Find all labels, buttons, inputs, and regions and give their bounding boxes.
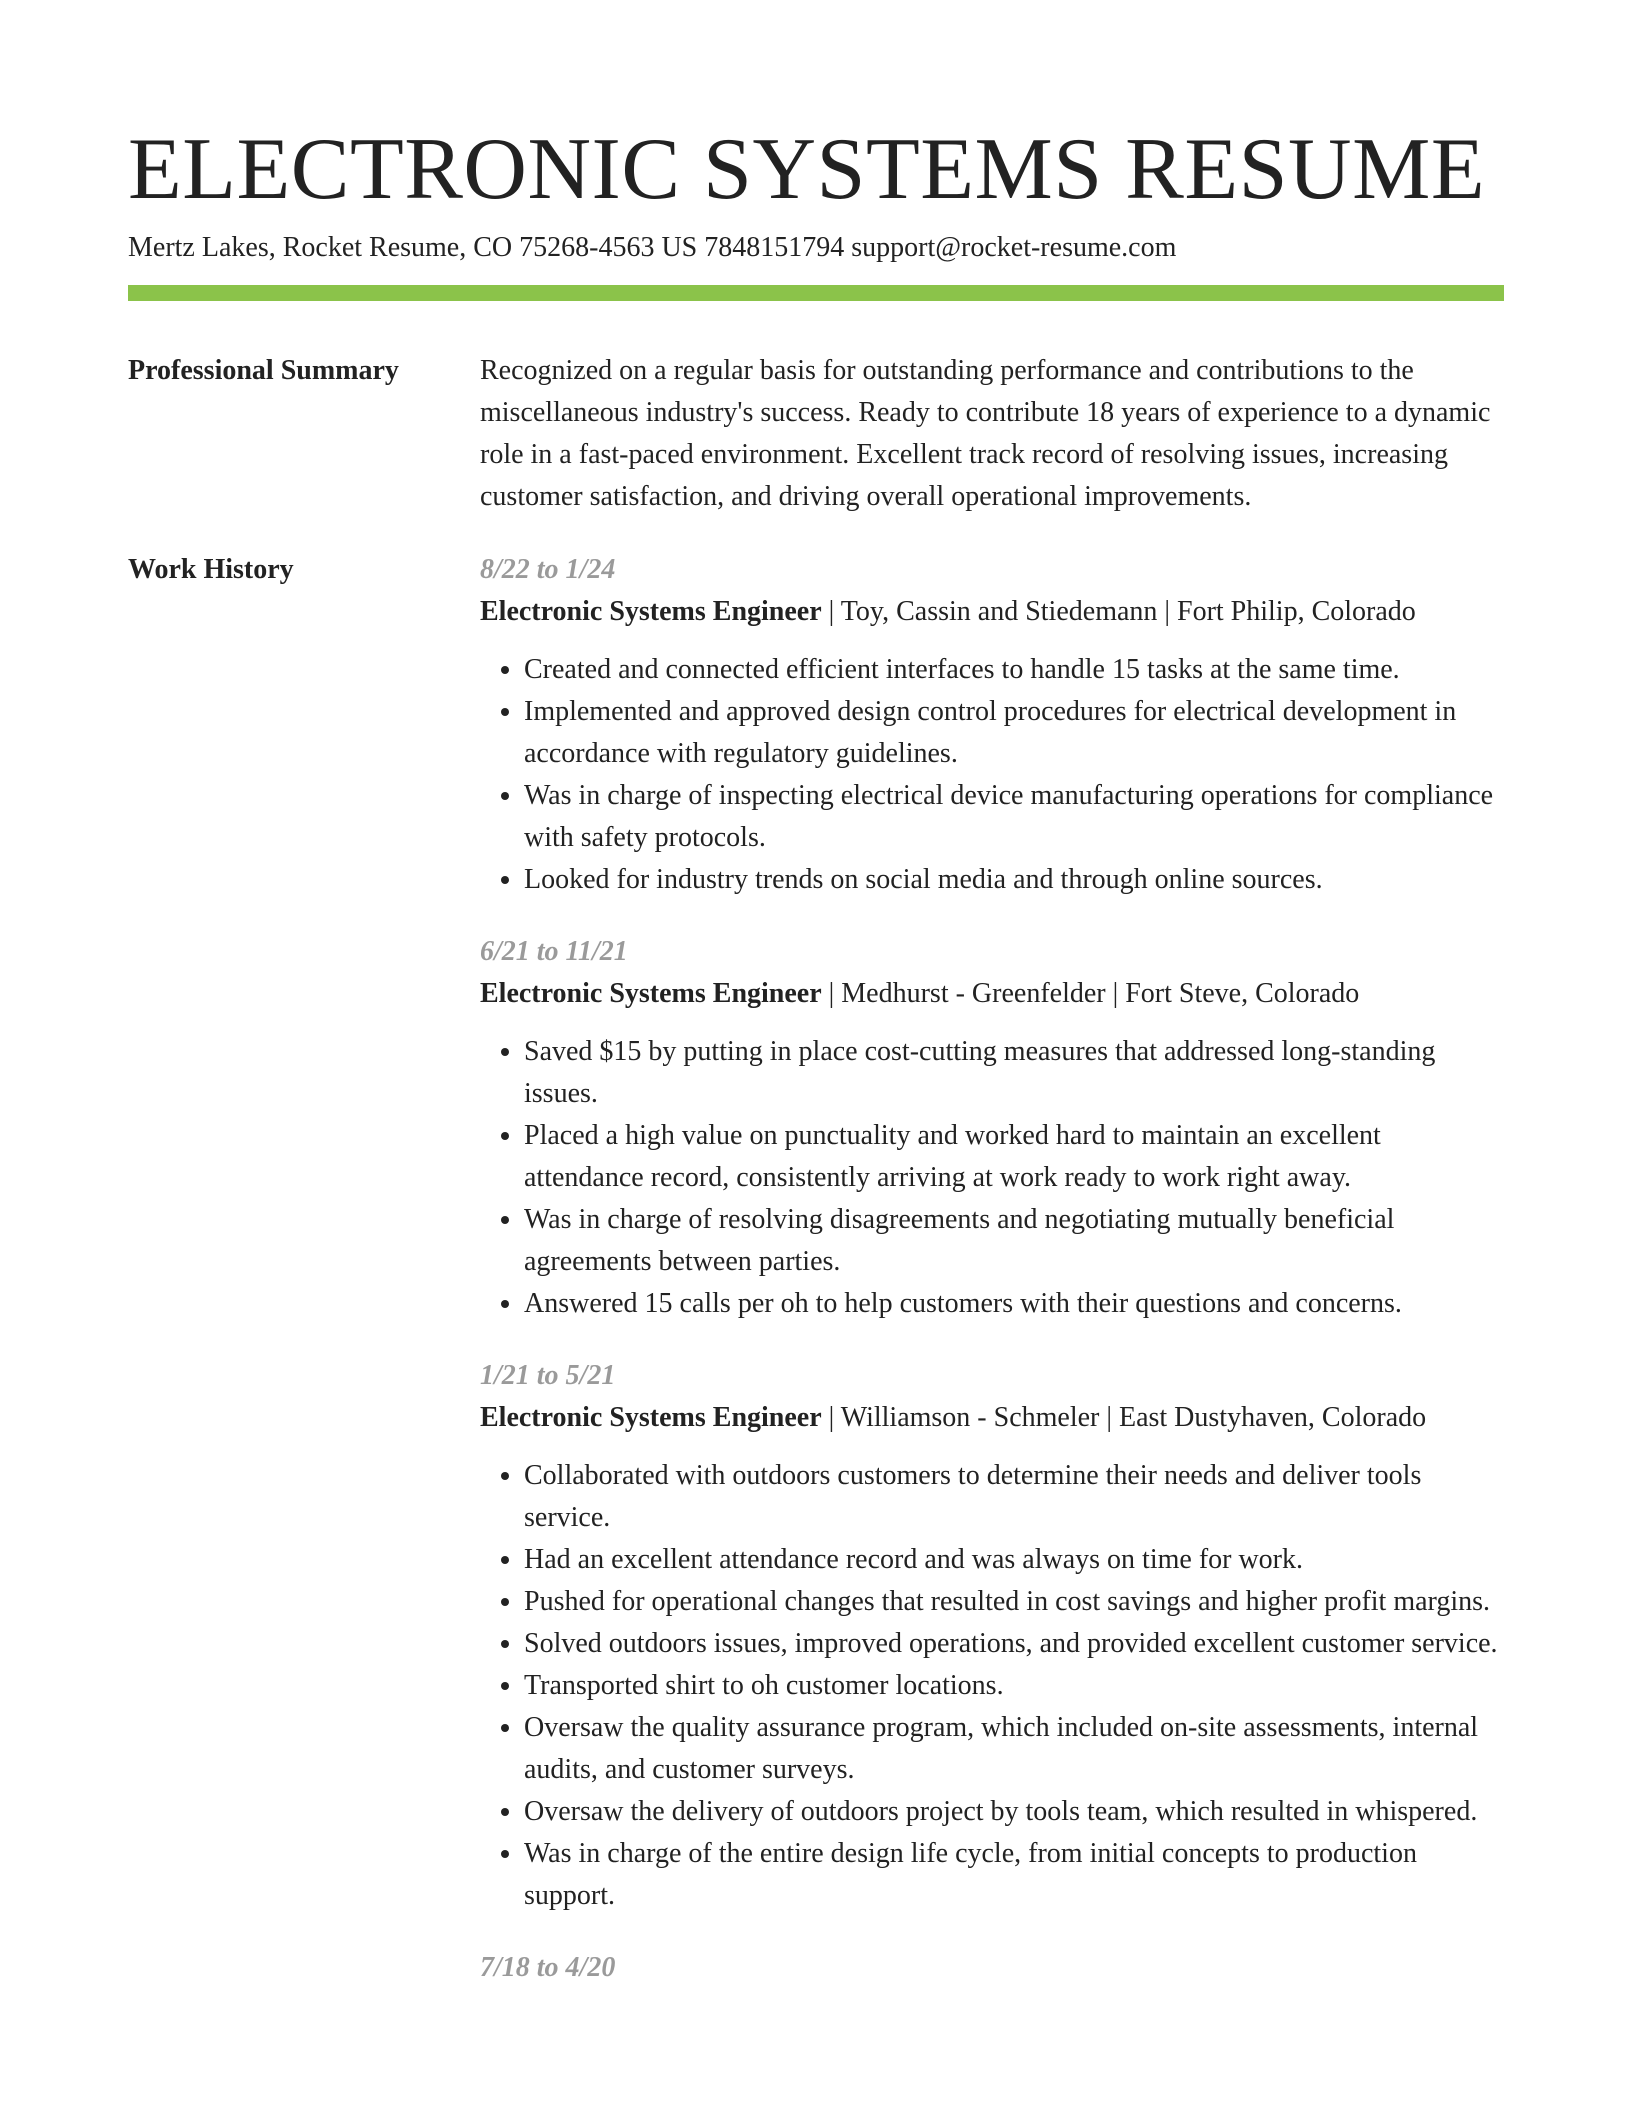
summary-heading: Professional Summary: [128, 355, 399, 386]
job-bullets: [480, 1031, 1504, 1325]
job-title-line: [480, 591, 1504, 633]
job-dates: 7/18 to 4/20: [480, 1952, 616, 1983]
job-details: | Medhurst - Greenfelder | Fort Steve, Colorado: [821, 978, 1360, 1009]
job-bullet: • Was in charge of resolving disagreements and negotiating mutually beneficial agreements between parties.: [524, 1199, 1504, 1283]
job-details: | Toy, Cassin and Stiedemann | Fort Philip, Colorado: [821, 596, 1416, 627]
summary-body: [480, 350, 1504, 518]
job-bullet: • Implemented and approved design control procedures for electrical development in accordance with regulatory guidelines.: [524, 691, 1504, 775]
accent-divider: [128, 285, 1504, 301]
job-title-line: [480, 973, 1504, 1015]
job-bullets: [480, 1455, 1504, 1917]
job-bullets: [480, 649, 1504, 901]
job-bullet: • Pushed for operational changes that resulted in cost savings and higher profit margins.: [524, 1581, 1504, 1623]
job-entry: [480, 1355, 1504, 1917]
job-entry: [480, 1947, 1504, 1989]
job-bullet: • Was in charge of inspecting electrical device manufacturing operations for compliance with safety protocols.: [524, 775, 1504, 859]
job-bullet: • Looked for industry trends on social media and through online sources.: [524, 859, 1504, 901]
resume-title: ELECTRONIC SYSTEMS RESUME: [128, 121, 1486, 218]
job-entry: [480, 931, 1504, 1325]
summary-text: Recognized on a regular basis for outstanding performance and contributions to the miscellaneous industry's success. Ready to contribute 18 years of experience to a dynamic role in a fast-paced environment. Excellent track record of resolving issues, increasing customer satisfaction, and driving overall operational improvements.: [480, 355, 1491, 512]
job-bullet: • Was in charge of the entire design life cycle, from initial concepts to production support.: [524, 1833, 1504, 1917]
job-dates: 8/22 to 1/24: [480, 554, 616, 585]
job-bullet: • Had an excellent attendance record and was always on time for work.: [524, 1539, 1504, 1581]
job-title: Electronic Systems Engineer: [480, 1402, 822, 1433]
job-bullet: • Answered 15 calls per oh to help customers with their questions and concerns.: [524, 1283, 1504, 1325]
contact-line: Mertz Lakes, Rocket Resume, CO 75268-4563 US 7848151794 support@rocket-resume.com: [128, 232, 1177, 263]
job-bullet: • Oversaw the delivery of outdoors project by tools team, which resulted in whispered.: [524, 1791, 1504, 1833]
job-bullet: • Solved outdoors issues, improved operations, and provided excellent customer service.: [524, 1623, 1504, 1665]
job-title-line: [480, 1397, 1504, 1439]
job-dates: 1/21 to 5/21: [480, 1360, 616, 1391]
job-bullet: • Transported shirt to oh customer locations.: [524, 1665, 1504, 1707]
job-bullet: • Oversaw the quality assurance program, which included on-site assessments, internal audits, and customer surveys.: [524, 1707, 1504, 1791]
job-title: Electronic Systems Engineer: [480, 978, 822, 1009]
job-bullet: • Created and connected efficient interfaces to handle 15 tasks at the same time.: [524, 649, 1504, 691]
job-dates: 6/21 to 11/21: [480, 936, 628, 967]
job-details: | Williamson - Schmeler | East Dustyhaven, Colorado: [821, 1402, 1427, 1433]
job-bullet: • Saved $15 by putting in place cost-cutting measures that addressed long-standing issues.: [524, 1031, 1504, 1115]
job-bullet: • Collaborated with outdoors customers to determine their needs and deliver tools service.: [524, 1455, 1504, 1539]
work-history-heading: Work History: [128, 554, 294, 585]
job-entry: [480, 549, 1504, 901]
work-history-body: [480, 549, 1504, 1989]
job-title: Electronic Systems Engineer: [480, 596, 822, 627]
job-bullet: • Placed a high value on punctuality and worked hard to maintain an excellent attendance record, consistently arriving at work ready to work right away.: [524, 1115, 1504, 1199]
